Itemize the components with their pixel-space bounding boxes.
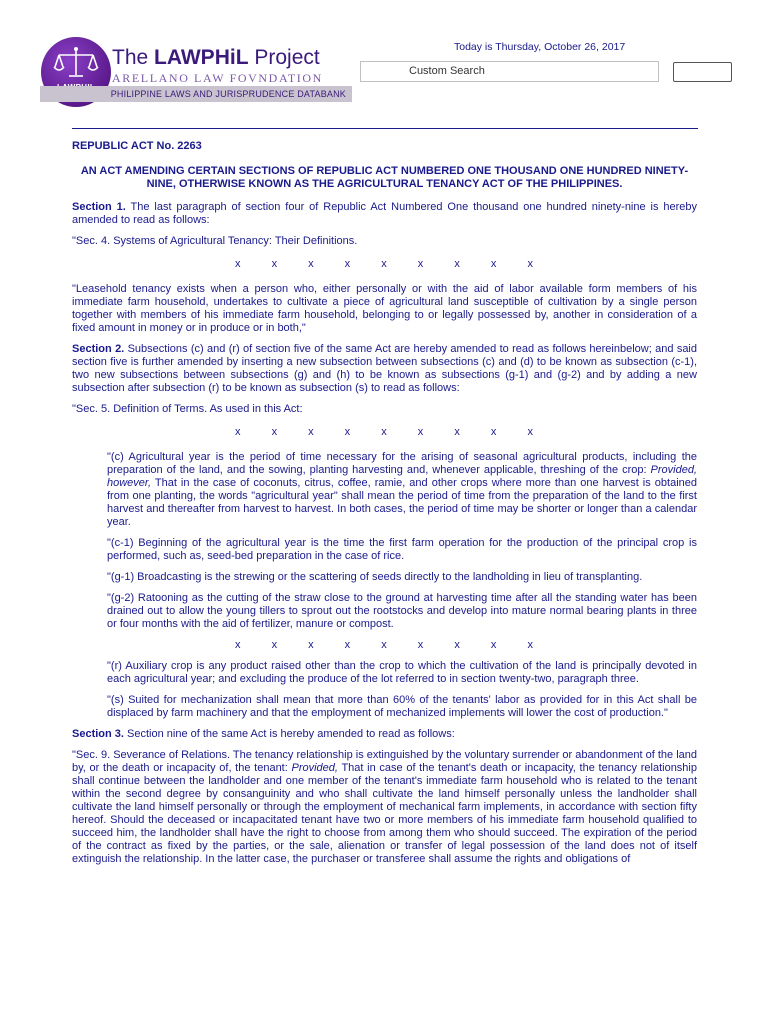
omission-marker: x x x x x x x x x — [235, 639, 534, 651]
foundation-name: ARELLANO LAW FOVNDATION — [112, 71, 323, 85]
subsection-c-italic: Provided, however, — [107, 464, 697, 489]
subsection-s: "(s) Suited for mechanization shall mean that more than 60% of the tenants' labor as provided for in this Act shall be displaced by farm machinery and that the employment of mechanized implements will lower the cost of production." — [107, 694, 697, 719]
databank-banner: PHILIPPINE LAWS AND JURISPRUDENCE DATABANK — [40, 86, 352, 102]
omission-marker: x x x x x x x x x — [235, 426, 534, 438]
header-divider — [72, 128, 698, 129]
subsection-c1: "(c-1) Beginning of the agricultural year is the time the first farm operation for the production of the principal crop is performed, such as, seed-bed preparation in the case of rice. — [107, 537, 697, 562]
section-2-text: Subsections (c) and (r) of section five of the same Act are hereby amended to read as follows hereinbelow; and said section five is further amended by inserting a new subsection between subsections (c) and (d) to be known as subsection (c-1), two new subsections between subsections (g) and (h) to be known as subsections (g-1) and (g-2) and by adding a new subsection after subsection (r) to be known as subsection (s) to read as follows: — [72, 343, 697, 394]
current-date: Today is Thursday, October 26, 2017 — [454, 41, 626, 53]
section-3-label: Section 3. — [72, 728, 124, 740]
sec9-italic: Provided, — [291, 762, 338, 774]
section-1-label: Section 1. — [72, 201, 126, 213]
sec4-heading: "Sec. 4. Systems of Agricultural Tenancy: Their Definitions. — [72, 235, 358, 247]
sec9-post: That in case of the tenant's death or incapacity, the tenancy relationship shall continue between the landholder and one member of the tenant's immediate farm household who is related to the tenant within the second degree by consanguinity and who shall cultivate the land himself personally unless the landholder shall cultivate the land himself personally or through the employment of mechanical farm implements, in accordance with section fifty hereof. Should the deceased or incapacitated tenant have two or more members of his immediate farm household qualified to succeed him, the landholder shall have the right to choose from among them who should succeed. The expiration of the period of the contract as fixed by the parties, or the sale, alienation or transfer of legal possession of the land does not of itself extinguish the relationship. In the latter case, the purchaser or transferee shall assume the rights and obligations of — [72, 762, 697, 865]
section-1-text: The last paragraph of section four of Republic Act Numbered One thousand one hundred ninety-nine is hereby amended to read as follows: — [72, 201, 698, 226]
subsection-r: "(r) Auxiliary crop is any product raised other than the crop to which the cultivation of the land is principally devoted in each agricultural year; and excluding the produce of the lot referred to in section twenty-two, paragraph three. — [107, 660, 697, 685]
scales-of-justice-icon — [51, 45, 101, 83]
subsection-c-post: That in the case of coconuts, citrus, coffee, ramie, and other crops where more than one harvest is obtained from one planting, the words "agricultural year" shall mean the period of time from the preparation of the land to the first harvest and thereafter from harvest to harvest. In both cases, the period of time may be shorter or longer than a calendar year. — [107, 477, 697, 528]
brand-suffix: Project — [248, 46, 320, 69]
section-2-label: Section 2. — [72, 343, 125, 355]
subsection-g2: "(g-2) Ratooning as the cutting of the straw close to the ground at harvesting time after all the standing water has been drained out to allow the young tillers to sprout out the rootstocks and develop into mature normal bearing plants in three or four months with the aid of fertilizer, manure or compost. — [107, 592, 697, 630]
omission-marker: x x x x x x x x x — [235, 258, 534, 270]
leasehold-definition: "Leasehold tenancy exists when a person who, either personally or with the aid of labor available form members of his immediate farm household, undertakes to cultivate a piece of agricultural land susceptible of cultivation by a single person together with members of his immediate farm household, belonging to or legally possessed by, another in consideration of a fixed amount in money or in produce or in both," — [72, 283, 697, 334]
subsection-c — [72, 451, 697, 529]
sec9-text — [72, 749, 697, 866]
brand-prefix: The — [112, 46, 155, 69]
subsection-g1: "(g-1) Broadcasting is the strewing or the scattering of seeds directly to the landholding in lieu of transplanting. — [107, 571, 643, 583]
subsection-c-pre: "(c) Agricultural year is the period of time necessary for the arising of seasonal agricultural products, including the preparation of the land, and the sowing, planting harvesting and, whenever applicable, threshing of the crop: — [107, 451, 697, 476]
section-3-text: Section nine of the same Act is hereby amended to read as follows: — [127, 728, 455, 740]
site-brand[interactable] — [112, 46, 320, 70]
section-2 — [72, 343, 697, 395]
search-button[interactable] — [673, 62, 732, 82]
section-3 — [72, 728, 697, 741]
site-header — [0, 0, 768, 110]
brand-bold: LAWPHiL — [154, 46, 249, 69]
section-1 — [72, 201, 697, 227]
document-body — [72, 140, 697, 874]
act-title: AN ACT AMENDING CERTAIN SECTIONS OF REPUBLIC ACT NUMBERED ONE THOUSAND ONE HUNDRED NINETY-NINE, OTHERWISE KNOWN AS THE AGRICULTURAL TENANCY ACT OF THE PHILIPPINES. — [80, 165, 689, 190]
custom-search-input[interactable]: Custom Search — [360, 61, 659, 82]
sec9-pre: "Sec. 9. Severance of Relations. The tenancy relationship is extinguished by the voluntary surrender or abandonment of the land by, or the death or incapacity of, the tenant: — [72, 749, 697, 774]
ra-number: REPUBLIC ACT No. 2263 — [72, 140, 202, 152]
sec5-heading: "Sec. 5. Definition of Terms. As used in this Act: — [72, 403, 303, 415]
